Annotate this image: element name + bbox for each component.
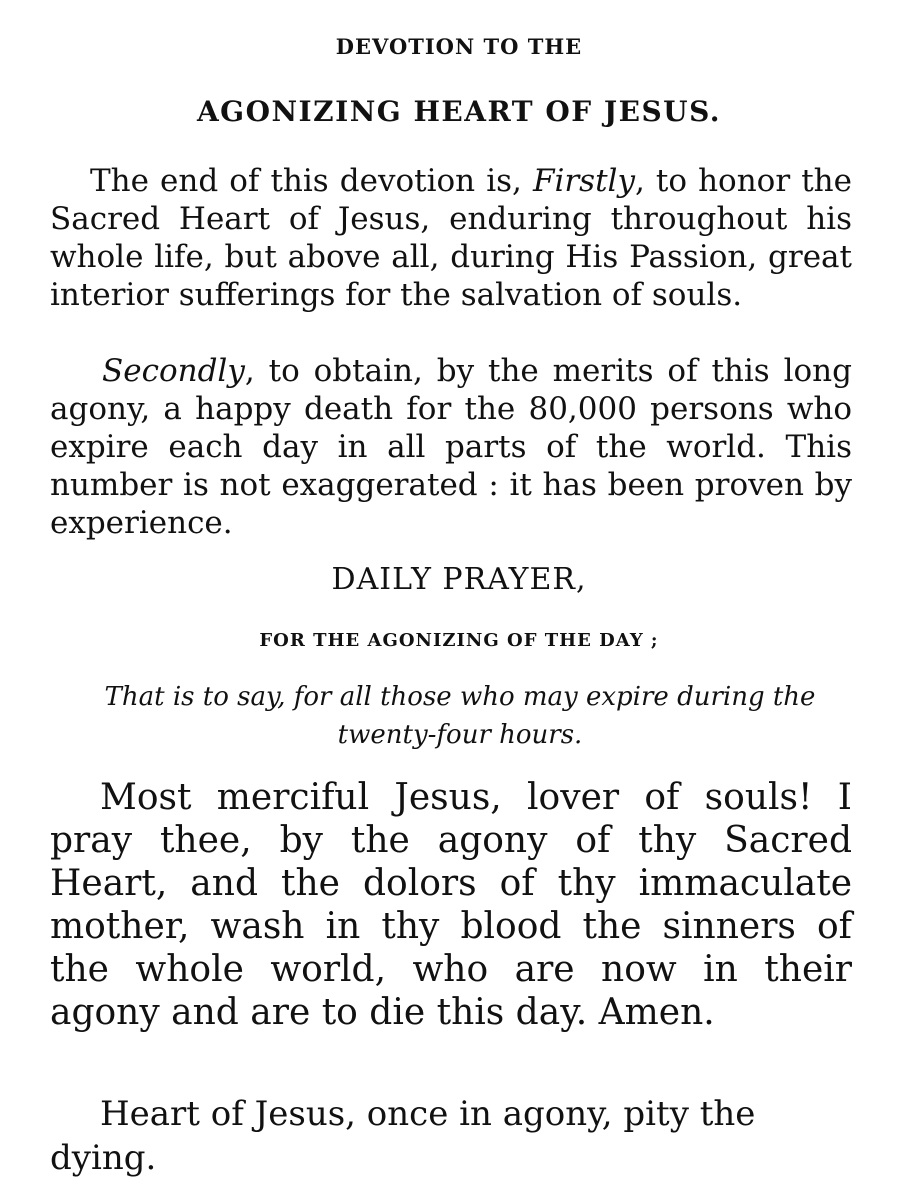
invocation-text: Heart of Jesus, once in agony, pity the dying. — [50, 1094, 756, 1178]
intro-paragraph-2 — [50, 352, 852, 542]
section-note: That is to say, for all those who may expire during the twenty-four hours. — [104, 682, 816, 750]
intro-p2-emphasis: Secondly — [102, 353, 245, 389]
intro-p1-after: , to honor the Sacred Heart of Jesus, enduring throughout his whole life, but above all, during His Passion, great interior sufferings for the salvation of souls. — [50, 163, 852, 313]
page-title: AGONIZING HEART OF JESUS. — [196, 95, 722, 128]
prayer-text: Most merciful Jesus, lover of souls! I pray thee, by the agony of thy Sacred Heart, and the dolors of thy immaculate mother, wash in thy blood the sinners of the whole world, who are now in their agony and are to die this day. Amen. — [50, 777, 852, 1033]
intro-p1-emphasis: Firstly — [532, 163, 635, 199]
intro-p1-before: The end of this devotion is, — [90, 163, 533, 199]
intro-paragraph-1 — [50, 162, 852, 314]
section-title: DAILY PRAYER, — [331, 562, 587, 597]
kicker-heading: DEVOTION TO THE — [335, 34, 583, 59]
section-subtitle: FOR THE AGONIZING OF THE DAY ; — [259, 630, 659, 651]
intro-p2-after: , to obtain, by the merits of this long agony, a happy death for the 80,000 persons who expire each day in all parts of the world. This number is not exaggerated : it has been proven by experience. — [50, 353, 852, 541]
